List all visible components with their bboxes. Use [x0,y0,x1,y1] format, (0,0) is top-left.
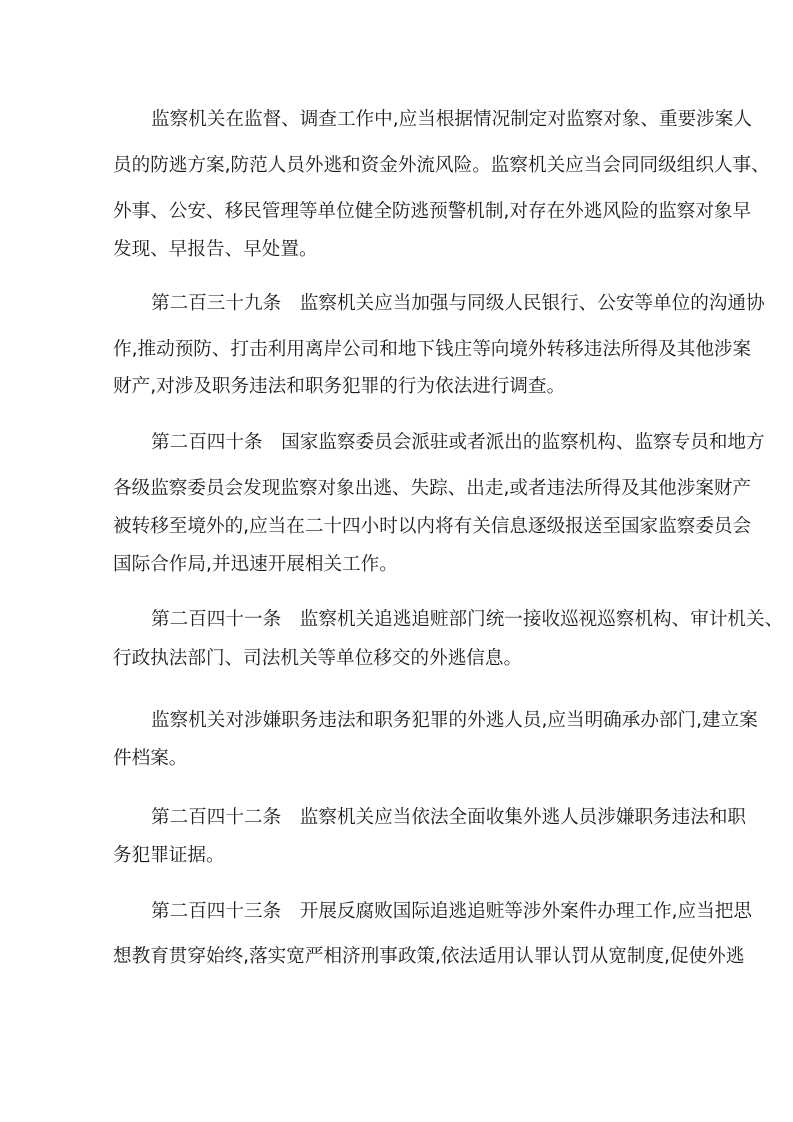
paragraph-1-line-1: 监察机关在监督、调查工作中,应当根据情况制定对监察对象、重要涉案人 [151,109,752,130]
article-241-line-1: 第二百四十一条 监察机关追逃追赃部门统一接收巡视巡察机构、审计机关、 [151,609,784,630]
article-239-line-2: 作,推动预防、打击利用离岸公司和地下钱庄等向境外转移违法所得及其他涉案 [113,339,752,360]
article-243-line-1: 第二百四十三条 开展反腐败国际追逃追赃等涉外案件办理工作,应当把思 [151,901,752,922]
article-240-line-4: 国际合作局,并迅速开展相关工作。 [113,554,398,575]
article-239-line-3: 财产,对涉及职务违法和职务犯罪的行为依法进行调查。 [113,376,566,397]
paragraph-5-line-2: 件档案。 [113,748,188,769]
article-240-line-1: 第二百四十条 国家监察委员会派驻或者派出的监察机构、监察专员和地方 [151,432,765,453]
paragraph-1-line-4: 发现、早报告、早处置。 [113,239,318,260]
article-240-line-3: 被转移至境外的,应当在二十四小时以内将有关信息逐级报送至国家监察委员会 [113,516,752,537]
article-242-line-1: 第二百四十二条 监察机关应当依法全面收集外逃人员涉嫌职务违法和职 [151,807,747,828]
paragraph-1-line-3: 外事、公安、移民管理等单位健全防逃预警机制,对存在外逃风险的监察对象早 [113,201,752,222]
article-239-line-1: 第二百三十九条 监察机关应当加强与同级人民银行、公安等单位的沟通协 [151,293,765,314]
article-241-line-2: 行政执法部门、司法机关等单位移交的外逃信息。 [113,648,523,669]
paragraph-1-line-2: 员的防逃方案,防范人员外逃和资金外流风险。监察机关应当会同同级组织人事、 [113,155,770,176]
article-243-line-2: 想教育贯穿始终,落实宽严相济刑事政策,依法适用认罪认罚从宽制度,促使外逃 [113,946,745,967]
article-242-line-2: 务犯罪证据。 [113,845,225,866]
article-240-line-2: 各级监察委员会发现监察对象出逃、失踪、出走,或者违法所得及其他涉案财产 [113,478,752,499]
paragraph-5-line-1: 监察机关对涉嫌职务违法和职务犯罪的外逃人员,应当明确承办部门,建立案 [151,710,758,731]
